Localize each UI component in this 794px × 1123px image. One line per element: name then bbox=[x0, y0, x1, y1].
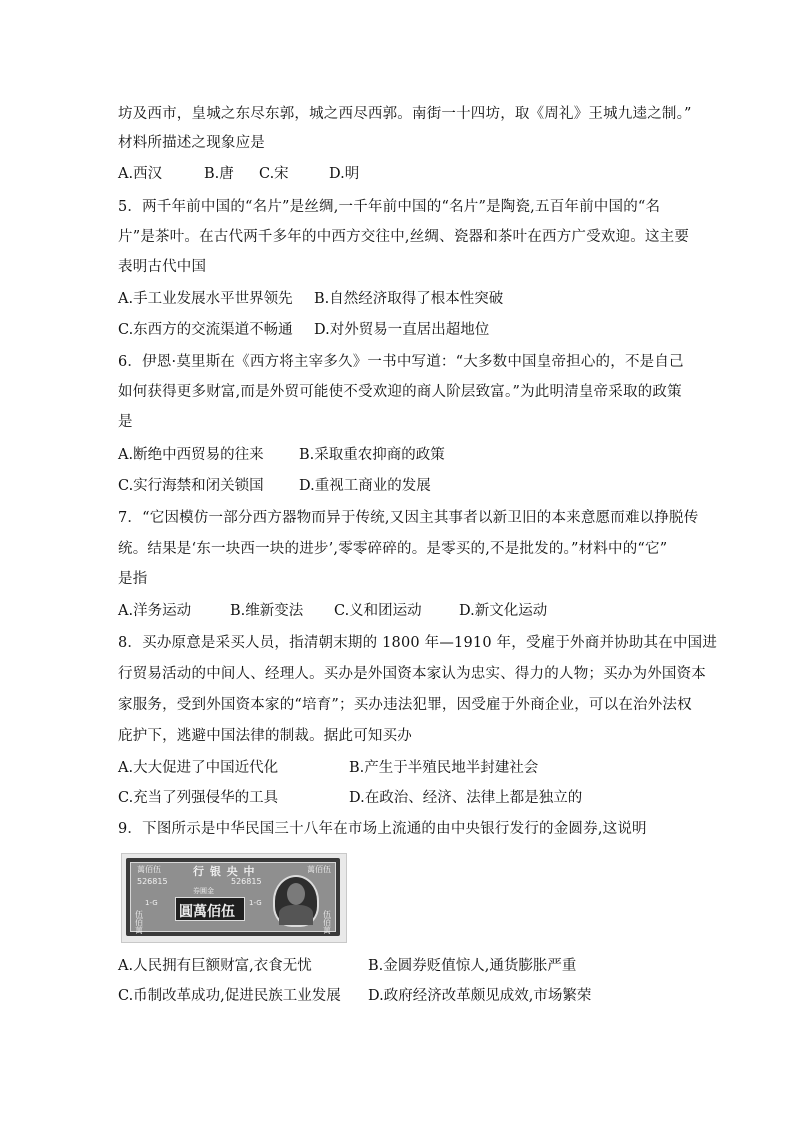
banknote-corner-top-right: 萬佰伍 bbox=[307, 865, 331, 874]
banknote-bank-name: 行 银 央 中 bbox=[193, 865, 256, 878]
q7-stem-line-2: 统。结果是‘东一块西一块的进步’,零零碎碎的。是零买的,不是批发的。”材料中的“它” bbox=[118, 541, 668, 557]
q8-option-b: B.产生于半殖民地半封建社会 bbox=[349, 760, 539, 776]
q8-stem-line-2: 行贸易活动的中间人、经理人。买办是外国资本家认为忠实、得力的人物；买办为外国资本 bbox=[118, 666, 706, 682]
q6-stem-line-2: 如何获得更多财富,而是外贸可能使不受欢迎的商人阶层致富。”为此明清皇帝采取的政策 bbox=[118, 384, 682, 400]
q5-option-c: C.东西方的交流渠道不畅通 bbox=[118, 322, 293, 338]
q8-stem-line-3: 家服务，受到外国资本家的“培育”；买办违法犯罪，因受雇于外商企业，可以在治外法权 bbox=[118, 697, 692, 713]
q9-option-d: D.政府经济改革颇见成效,市场繁荣 bbox=[368, 988, 592, 1004]
q6-option-d: D.重视工商业的发展 bbox=[299, 478, 431, 494]
q7-stem-line-1: 7．“它因模仿一部分西方器物而异于传统,又因主其事者以新卫旧的本来意愿而难以挣脱传 bbox=[118, 510, 699, 526]
q4-option-d: D.明 bbox=[329, 166, 360, 182]
banknote-border bbox=[126, 858, 340, 936]
q5-option-a: A.手工业发展水平世界领先 bbox=[118, 291, 293, 307]
banknote-series-right: 1-G bbox=[249, 899, 262, 907]
q6-stem-line-1: 6．伊恩·莫里斯在《西方将主宰多久》一书中写道：“大多数中国皇帝担心的，不是自己 bbox=[118, 354, 684, 370]
q9-stem-line-1: 9．下图所示是中华民国三十八年在市场上流通的由中央银行发行的金圆券,这说明 bbox=[118, 821, 647, 837]
q5-stem-line-3: 表明古代中国 bbox=[118, 259, 207, 275]
banknote-denomination-panel bbox=[175, 897, 245, 921]
banknote-serial-left: 526815 bbox=[137, 877, 168, 886]
banknote-corner-bottom-left: 伍佰萬 bbox=[135, 910, 143, 935]
q6-option-b: B.采取重农抑商的政策 bbox=[299, 447, 445, 463]
q8-option-d: D.在政治、经济、法律上都是独立的 bbox=[349, 790, 583, 806]
banknote-face bbox=[130, 862, 336, 935]
q7-option-d: D.新文化运动 bbox=[459, 603, 548, 619]
q4-option-c: C.宋 bbox=[259, 166, 289, 182]
q8-option-c: C.充当了列强侵华的工具 bbox=[118, 790, 279, 806]
portrait-body bbox=[279, 905, 313, 925]
banknote-currency-label: 券圓金 bbox=[193, 887, 214, 895]
q7-option-b: B.维新变法 bbox=[230, 603, 304, 619]
q4-option-a: A.西汉 bbox=[118, 166, 163, 182]
banknote-denomination: 圓萬佰伍 bbox=[179, 904, 235, 920]
q4-option-b: B.唐 bbox=[204, 166, 234, 182]
banknote-corner-bottom-right: 伍佰萬 bbox=[323, 910, 331, 935]
q7-option-a: A.洋务运动 bbox=[118, 603, 192, 619]
banknote-serial-right: 526815 bbox=[231, 877, 262, 886]
banknote-portrait bbox=[273, 875, 319, 927]
q8-stem-line-1: 8．买办原意是采买人员，指清朝末期的 1800 年—1910 年，受雇于外商并协助其在中国进 bbox=[118, 635, 718, 651]
q4-stem-line-2: 材料所描述之现象应是 bbox=[118, 135, 265, 151]
banknote-corner-top-left: 萬佰伍 bbox=[137, 865, 161, 874]
q5-stem-line-2: 片”是茶叶。在古代两千多年的中西方交往中,丝绸、瓷器和茶叶在西方广受欢迎。这主要 bbox=[118, 229, 690, 245]
q6-stem-line-3: 是 bbox=[118, 414, 133, 430]
q5-option-d: D.对外贸易一直居出超地位 bbox=[314, 322, 490, 338]
gold-yuan-banknote-image bbox=[121, 853, 347, 943]
q6-option-c: C.实行海禁和闭关锁国 bbox=[118, 478, 264, 494]
q8-stem-line-4: 庇护下，逃避中国法律的制裁。据此可知买办 bbox=[118, 728, 412, 744]
q7-option-c: C.义和团运动 bbox=[334, 603, 422, 619]
portrait-face bbox=[287, 883, 305, 905]
q5-option-b: B.自然经济取得了根本性突破 bbox=[314, 291, 504, 307]
q9-option-a: A.人民拥有巨额财富,衣食无忧 bbox=[118, 958, 312, 974]
q5-stem-line-1: 5．两千年前中国的“名片”是丝绸,一千年前中国的“名片”是陶瓷,五百年前中国的“名 bbox=[118, 199, 661, 215]
q8-option-a: A.大大促进了中国近代化 bbox=[118, 760, 279, 776]
q9-option-c: C.币制改革成功,促进民族工业发展 bbox=[118, 988, 341, 1004]
q6-option-a: A.断绝中西贸易的往来 bbox=[118, 447, 264, 463]
q7-stem-line-3: 是指 bbox=[118, 571, 148, 587]
q9-option-b: B.金圆券贬值惊人,通货膨胀严重 bbox=[368, 958, 577, 974]
q4-stem-line-1: 坊及西市，皇城之东尽东郭，城之西尽西郭。南街一十四坊，取《周礼》王城九逵之制。” bbox=[118, 106, 692, 122]
banknote-series-left: 1-G bbox=[145, 899, 158, 907]
